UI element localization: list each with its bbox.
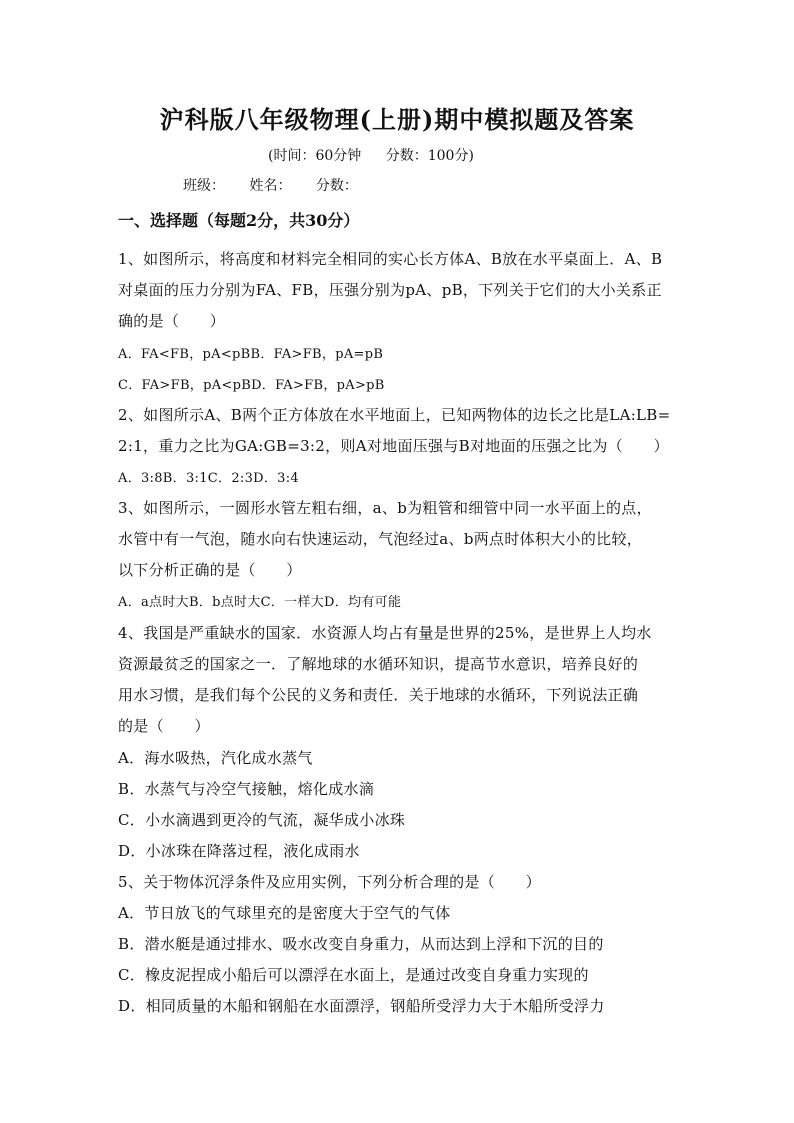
name-label: 姓名： bbox=[249, 178, 292, 194]
question-line: 以下分析正确的是（ ） bbox=[118, 561, 302, 579]
total-score: 分数：100分) bbox=[385, 148, 474, 164]
answer-option-line: D．小冰珠在降落过程，液化成雨水 bbox=[118, 842, 360, 860]
answer-option-line: B．水蒸气与冷空气接触，熔化成水滴 bbox=[118, 780, 375, 798]
student-info bbox=[183, 175, 378, 195]
answer-option-line: B．潜水艇是通过排水、吸水改变自身重力，从而达到上浮和下沉的目的 bbox=[118, 935, 604, 953]
question-line: 资源最贫乏的国家之一．了解地球的水循环知识，提高节水意识，培养良好的 bbox=[118, 655, 639, 673]
answer-option-line: A．a点时大B．b点时大C．一样大D．均有可能 bbox=[118, 595, 402, 610]
answer-option-line: A．海水吸热，汽化成水蒸气 bbox=[118, 749, 313, 767]
question-line: 3、如图所示，一圆形水管左粗右细，a、b为粗管和细管中同一水平面上的点， bbox=[118, 499, 652, 517]
question-line: 5、关于物体沉浮条件及应用实例，下列分析合理的是（ ） bbox=[118, 873, 541, 891]
answer-option-line: A．3:8B．3:1C．2:3D．3:4 bbox=[118, 471, 299, 486]
question-line: 对桌面的压力分别为FA、FB，压强分别为pA、pB，下列关于它们的大小关系正 bbox=[118, 281, 662, 299]
answer-option-line: C．FA>FB，pA<pBD．FA>FB，pA>pB bbox=[118, 378, 385, 393]
exam-meta bbox=[268, 145, 494, 165]
question-line: 4、我国是严重缺水的国家．水资源人均占有量是世界的25%，是世界上人均水 bbox=[118, 624, 652, 642]
time-limit: (时间：60分钟 bbox=[268, 148, 362, 164]
question-line: 用水习惯，是我们每个公民的义务和责任．关于地球的水循环，下列说法正确 bbox=[118, 686, 639, 704]
answer-option-line: A．FA<FB，pA<pBB．FA>FB，pA=pB bbox=[118, 347, 384, 362]
answer-option-line: C．小水滴遇到更冷的气流，凝华成小冰珠 bbox=[118, 811, 406, 829]
score-label: 分数： bbox=[315, 178, 358, 194]
question-line: 2、如图所示A、B两个正方体放在水平地面上，已知两物体的边长之比是LA:LB= bbox=[118, 406, 671, 424]
page-title: 沪科版八年级物理(上册)期中模拟题及答案 bbox=[159, 105, 635, 134]
question-line: 确的是（ ） bbox=[118, 312, 226, 330]
question-line: 的是（ ） bbox=[118, 717, 210, 735]
class-label: 班级： bbox=[183, 178, 225, 194]
answer-option-line: A．节日放飞的气球里充的是密度大于空气的气体 bbox=[118, 904, 451, 922]
question-line: 1、如图所示，将高度和材料完全相同的实心长方体A、B放在水平桌面上．A、B bbox=[118, 250, 663, 268]
section-heading: 一、选择题（每题2分，共30分） bbox=[118, 211, 360, 230]
answer-option-line: C．橡皮泥捏成小船后可以漂浮在水面上，是通过改变自身重力实现的 bbox=[118, 966, 589, 984]
question-line: 水管中有一气泡，随水向右快速运动，气泡经过a、b两点时体积大小的比较， bbox=[118, 530, 643, 548]
question-line: 2:1，重力之比为GA:GB=3:2，则A对地面压强与B对地面的压强之比为（ ） bbox=[118, 437, 669, 455]
answer-option-line: D．相同质量的木船和钢船在水面漂浮，钢船所受浮力大于木船所受浮力 bbox=[118, 997, 605, 1015]
